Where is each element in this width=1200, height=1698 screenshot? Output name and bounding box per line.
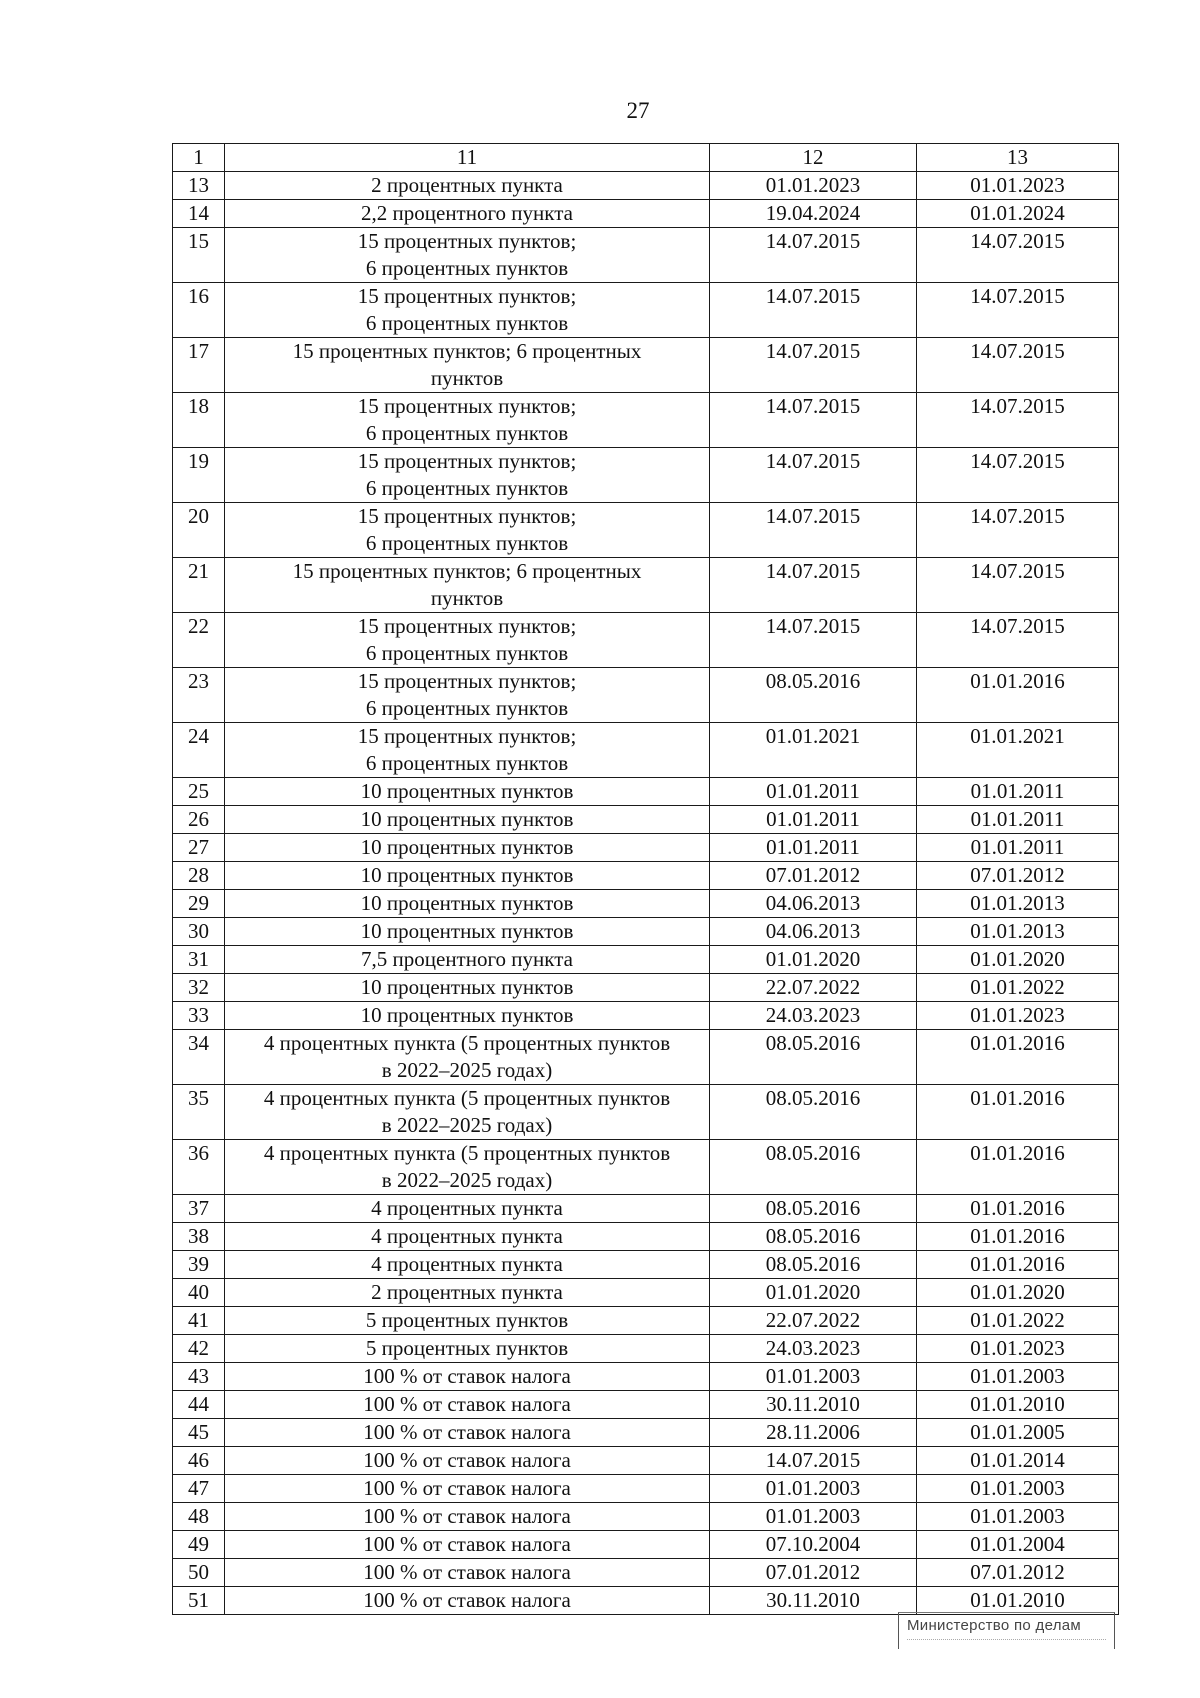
application-date-cell: 01.01.2011 [917,834,1119,862]
table-row [173,228,1119,283]
rate-text-line: в 2022–2025 годах) [381,1113,553,1137]
table-row [173,1140,1119,1195]
row-number: 51 [173,1587,225,1615]
effective-date-cell: 07.01.2012 [710,1559,917,1587]
table-row [173,946,1119,974]
rate-text-line: 4 процентных пункта (5 процентных пунктов [263,1031,671,1055]
rate-cell [225,1140,710,1195]
effective-date-cell: 08.05.2016 [710,1251,917,1279]
rate-text-line: 100 % от ставок налога [363,1532,571,1556]
application-date-cell: 14.07.2015 [917,503,1119,558]
table-row [173,1307,1119,1335]
row-number: 17 [173,338,225,393]
rate-cell [225,1447,710,1475]
table-row [173,1195,1119,1223]
row-number: 20 [173,503,225,558]
row-number: 36 [173,1140,225,1195]
rate-text-line: 7,5 процентного пункта [361,947,573,971]
rate-text-line: 4 процентных пункта (5 процентных пунктов [263,1086,671,1110]
effective-date-cell: 01.01.2011 [710,806,917,834]
application-date-cell: 01.01.2013 [917,918,1119,946]
row-number: 28 [173,862,225,890]
table-row [173,1363,1119,1391]
row-number: 22 [173,613,225,668]
rate-text-line: 6 процентных пунктов [365,641,569,665]
row-number: 24 [173,723,225,778]
effective-date-cell: 01.01.2011 [710,834,917,862]
effective-date-cell: 30.11.2010 [710,1587,917,1615]
rate-text-line: 6 процентных пунктов [365,311,569,335]
rate-text-line: 100 % от ставок налога [363,1504,571,1528]
rate-text-line: 10 процентных пунктов [360,779,574,803]
effective-date-cell: 14.07.2015 [710,558,917,613]
row-number: 23 [173,668,225,723]
effective-date-cell: 28.11.2006 [710,1419,917,1447]
rate-text-line: 100 % от ставок налога [363,1588,571,1612]
rate-cell [225,1419,710,1447]
application-date-cell: 01.01.2016 [917,668,1119,723]
effective-date-cell: 01.01.2003 [710,1503,917,1531]
application-date-cell: 01.01.2003 [917,1363,1119,1391]
table-row [173,918,1119,946]
effective-date-cell: 01.01.2011 [710,778,917,806]
row-number: 14 [173,200,225,228]
rate-text-line: 10 процентных пунктов [360,807,574,831]
application-date-cell: 14.07.2015 [917,393,1119,448]
table-row [173,448,1119,503]
application-date-cell: 01.01.2021 [917,723,1119,778]
rate-text-line: 10 процентных пунктов [360,975,574,999]
stamp-divider [907,1639,1106,1640]
application-date-cell: 14.07.2015 [917,448,1119,503]
rate-text-line: 4 процентных пункта [371,1196,563,1220]
row-number: 34 [173,1030,225,1085]
rate-text-line: 4 процентных пункта [371,1224,563,1248]
rate-cell [225,613,710,668]
data-table [172,143,1119,1615]
application-date-cell: 01.01.2013 [917,890,1119,918]
rate-text-line: 10 процентных пунктов [360,891,574,915]
application-date-cell: 01.01.2003 [917,1475,1119,1503]
rate-text-line: 15 процентных пунктов; 6 процентных [292,339,642,363]
rate-text-line: 15 процентных пунктов; [357,229,577,253]
rate-cell [225,1559,710,1587]
application-date-cell: 14.07.2015 [917,558,1119,613]
rate-text-line: 15 процентных пунктов; [357,449,577,473]
table-row [173,778,1119,806]
effective-date-cell: 08.05.2016 [710,668,917,723]
application-date-cell: 01.01.2011 [917,806,1119,834]
rate-text-line: 10 процентных пунктов [360,919,574,943]
rate-cell [225,228,710,283]
row-number: 25 [173,778,225,806]
effective-date-cell: 14.07.2015 [710,228,917,283]
table-row [173,1447,1119,1475]
rate-text-line: 2,2 процентного пункта [361,201,573,225]
application-date-cell: 01.01.2023 [917,1335,1119,1363]
table-row [173,1391,1119,1419]
row-number: 31 [173,946,225,974]
table-row [173,668,1119,723]
application-date-cell: 01.01.2016 [917,1223,1119,1251]
rate-cell [225,1085,710,1140]
table-row [173,1587,1119,1615]
rate-text-line: 6 процентных пунктов [365,256,569,280]
effective-date-cell: 08.05.2016 [710,1223,917,1251]
effective-date-cell: 01.01.2023 [710,172,917,200]
row-number: 38 [173,1223,225,1251]
rate-text-line: 100 % от ставок налога [363,1476,571,1500]
table-row [173,200,1119,228]
application-date-cell: 01.01.2016 [917,1140,1119,1195]
rate-cell [225,834,710,862]
rate-text-line: 15 процентных пунктов; [357,394,577,418]
row-number: 41 [173,1307,225,1335]
row-number: 37 [173,1195,225,1223]
rate-text-line: 6 процентных пунктов [365,696,569,720]
table-row [173,1559,1119,1587]
effective-date-cell: 07.10.2004 [710,1531,917,1559]
application-date-cell: 01.01.2010 [917,1587,1119,1615]
column-header: 11 [225,144,710,172]
rate-text-line: 6 процентных пунктов [365,751,569,775]
effective-date-cell: 14.07.2015 [710,283,917,338]
column-header: 12 [710,144,917,172]
effective-date-cell: 14.07.2015 [710,503,917,558]
table-row [173,974,1119,1002]
rate-text-line: 4 процентных пункта [371,1252,563,1276]
effective-date-cell: 22.07.2022 [710,1307,917,1335]
effective-date-cell: 01.01.2003 [710,1475,917,1503]
rate-text-line: 15 процентных пунктов; [357,669,577,693]
row-number: 33 [173,1002,225,1030]
effective-date-cell: 08.05.2016 [710,1140,917,1195]
rate-text-line: 6 процентных пунктов [365,531,569,555]
table-row [173,283,1119,338]
effective-date-cell: 08.05.2016 [710,1085,917,1140]
rate-cell [225,723,710,778]
effective-date-cell: 14.07.2015 [710,448,917,503]
rate-cell [225,393,710,448]
effective-date-cell: 01.01.2020 [710,946,917,974]
row-number: 32 [173,974,225,1002]
table-row [173,1419,1119,1447]
registration-stamp [898,1612,1115,1649]
effective-date-cell: 14.07.2015 [710,393,917,448]
rate-text-line: 100 % от ставок налога [363,1448,571,1472]
table-row [173,338,1119,393]
application-date-cell: 01.01.2022 [917,974,1119,1002]
table-row [173,558,1119,613]
table-row [173,1085,1119,1140]
table-row [173,1531,1119,1559]
rate-cell [225,558,710,613]
effective-date-cell: 01.01.2003 [710,1363,917,1391]
application-date-cell: 01.01.2020 [917,946,1119,974]
rate-cell [225,974,710,1002]
rate-cell [225,778,710,806]
table-row [173,503,1119,558]
effective-date-cell: 14.07.2015 [710,1447,917,1475]
row-number: 42 [173,1335,225,1363]
rate-cell [225,200,710,228]
rate-cell [225,806,710,834]
row-number: 48 [173,1503,225,1531]
rate-cell [225,918,710,946]
table-row [173,834,1119,862]
application-date-cell: 01.01.2016 [917,1195,1119,1223]
application-date-cell: 01.01.2004 [917,1531,1119,1559]
application-date-cell: 14.07.2015 [917,228,1119,283]
rate-cell [225,1307,710,1335]
effective-date-cell: 14.07.2015 [710,338,917,393]
table-row [173,890,1119,918]
effective-date-cell: 04.06.2013 [710,890,917,918]
application-date-cell: 14.07.2015 [917,338,1119,393]
rate-text-line: 10 процентных пунктов [360,835,574,859]
effective-date-cell: 01.01.2021 [710,723,917,778]
rate-cell [225,1503,710,1531]
rate-text-line: 10 процентных пунктов [360,863,574,887]
table-header-row [173,144,1119,172]
application-date-cell: 01.01.2003 [917,1503,1119,1531]
table-row [173,1503,1119,1531]
effective-date-cell: 19.04.2024 [710,200,917,228]
application-date-cell: 01.01.2023 [917,172,1119,200]
row-number: 27 [173,834,225,862]
table-row [173,1475,1119,1503]
rate-cell [225,1391,710,1419]
page-number: 27 [626,98,650,123]
effective-date-cell: 24.03.2023 [710,1335,917,1363]
table-row [173,806,1119,834]
rate-cell [225,668,710,723]
rate-text-line: 2 процентных пункта [371,1280,563,1304]
application-date-cell: 01.01.2023 [917,1002,1119,1030]
rate-cell [225,1251,710,1279]
rate-cell [225,1531,710,1559]
rate-cell [225,503,710,558]
rate-cell [225,1030,710,1085]
table-row [173,1279,1119,1307]
rate-cell [225,1475,710,1503]
application-date-cell: 07.01.2012 [917,862,1119,890]
effective-date-cell: 01.01.2020 [710,1279,917,1307]
rate-cell [225,1363,710,1391]
effective-date-cell: 24.03.2023 [710,1002,917,1030]
rate-cell [225,1279,710,1307]
row-number: 45 [173,1419,225,1447]
effective-date-cell: 14.07.2015 [710,613,917,668]
effective-date-cell: 08.05.2016 [710,1030,917,1085]
rate-text-line: в 2022–2025 годах) [381,1058,553,1082]
column-header: 13 [917,144,1119,172]
stamp-text: Министерство по делам [907,1617,1082,1634]
rate-text-line: 100 % от ставок налога [363,1364,571,1388]
rate-text-line: 6 процентных пунктов [365,421,569,445]
table-row [173,613,1119,668]
rate-text-line: пунктов [430,366,504,390]
rate-cell [225,946,710,974]
row-number: 15 [173,228,225,283]
rate-cell [225,1587,710,1615]
application-date-cell: 01.01.2020 [917,1279,1119,1307]
table-row [173,393,1119,448]
rate-text-line: 15 процентных пунктов; [357,504,577,528]
rate-text-line: 15 процентных пунктов; 6 процентных [292,559,642,583]
rate-cell [225,1223,710,1251]
rate-cell [225,890,710,918]
row-number: 13 [173,172,225,200]
application-date-cell: 01.01.2016 [917,1030,1119,1085]
row-number: 46 [173,1447,225,1475]
application-date-cell: 01.01.2022 [917,1307,1119,1335]
row-number: 39 [173,1251,225,1279]
rate-cell [225,283,710,338]
row-number: 16 [173,283,225,338]
table-row [173,1251,1119,1279]
effective-date-cell: 07.01.2012 [710,862,917,890]
application-date-cell: 01.01.2014 [917,1447,1119,1475]
rate-text-line: пунктов [430,586,504,610]
row-number: 40 [173,1279,225,1307]
rate-text-line: 5 процентных пунктов [365,1336,569,1360]
row-number: 50 [173,1559,225,1587]
table-row [173,172,1119,200]
rate-text-line: 5 процентных пунктов [365,1308,569,1332]
rate-text-line: 4 процентных пункта (5 процентных пунктов [263,1141,671,1165]
table-row [173,723,1119,778]
application-date-cell: 01.01.2024 [917,200,1119,228]
effective-date-cell: 04.06.2013 [710,918,917,946]
effective-date-cell: 22.07.2022 [710,974,917,1002]
application-date-cell: 14.07.2015 [917,283,1119,338]
rate-text-line: 15 процентных пунктов; [357,614,577,638]
row-number: 29 [173,890,225,918]
rate-text-line: 100 % от ставок налога [363,1420,571,1444]
row-number: 43 [173,1363,225,1391]
rate-text-line: 10 процентных пунктов [360,1003,574,1027]
rate-cell [225,1002,710,1030]
table-row [173,1335,1119,1363]
table-row [173,1002,1119,1030]
rate-text-line: в 2022–2025 годах) [381,1168,553,1192]
application-date-cell: 01.01.2010 [917,1391,1119,1419]
application-date-cell: 01.01.2011 [917,778,1119,806]
table-row [173,862,1119,890]
application-date-cell: 01.01.2016 [917,1085,1119,1140]
row-number: 18 [173,393,225,448]
rate-text-line: 15 процентных пунктов; [357,284,577,308]
row-number: 19 [173,448,225,503]
application-date-cell: 14.07.2015 [917,613,1119,668]
effective-date-cell: 30.11.2010 [710,1391,917,1419]
row-number: 35 [173,1085,225,1140]
rate-cell [225,172,710,200]
rate-text-line: 6 процентных пунктов [365,476,569,500]
application-date-cell: 07.01.2012 [917,1559,1119,1587]
row-number: 26 [173,806,225,834]
application-date-cell: 01.01.2016 [917,1251,1119,1279]
table-row [173,1223,1119,1251]
row-number: 30 [173,918,225,946]
row-number: 44 [173,1391,225,1419]
rate-text-line: 100 % от ставок налога [363,1392,571,1416]
rate-cell [225,862,710,890]
row-number: 21 [173,558,225,613]
rate-text-line: 15 процентных пунктов; [357,724,577,748]
rate-text-line: 2 процентных пункта [371,173,563,197]
rate-cell [225,1195,710,1223]
column-header: 1 [173,144,225,172]
rate-cell [225,448,710,503]
application-date-cell: 01.01.2005 [917,1419,1119,1447]
rate-cell [225,1335,710,1363]
rate-cell [225,338,710,393]
table-row [173,1030,1119,1085]
rate-text-line: 100 % от ставок налога [363,1560,571,1584]
effective-date-cell: 08.05.2016 [710,1195,917,1223]
row-number: 49 [173,1531,225,1559]
row-number: 47 [173,1475,225,1503]
